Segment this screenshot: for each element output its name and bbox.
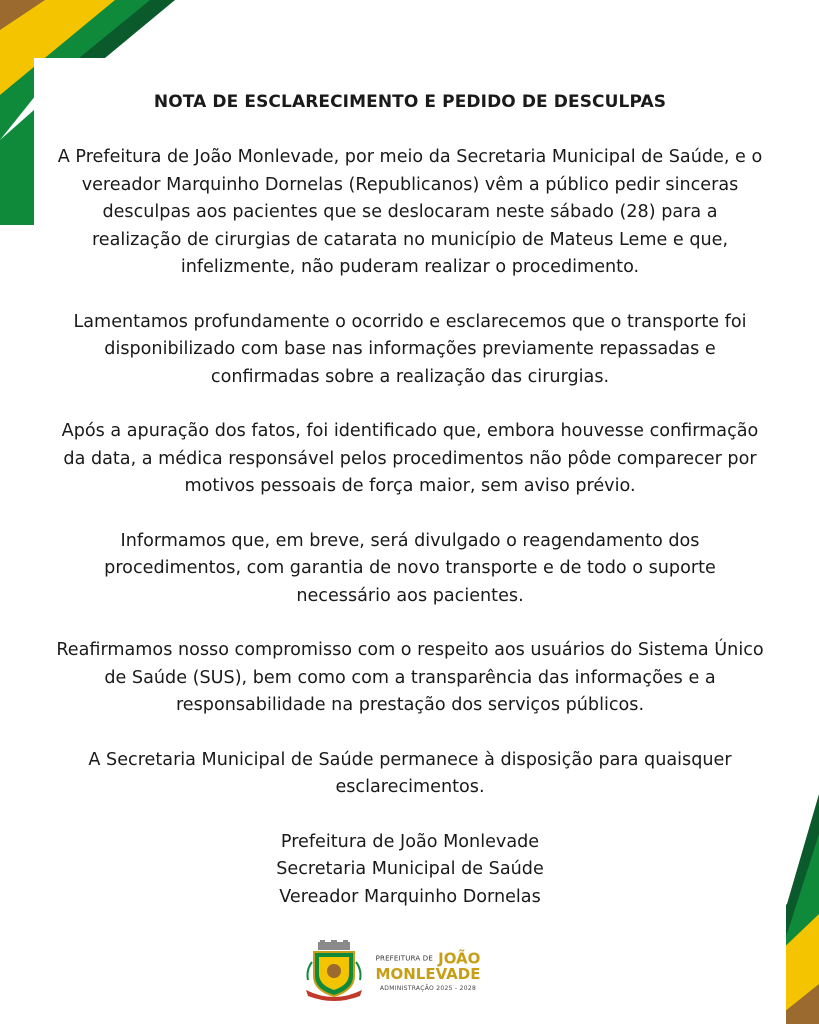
prefeitura-logo — [304, 940, 524, 1002]
signature-line-3: Vereador Marquinho Dornelas — [279, 886, 541, 907]
signature-block — [56, 829, 764, 912]
logo-wordmark — [368, 948, 488, 992]
municipal-crest-icon — [304, 940, 364, 1002]
paragraph-3: Após a apuração dos fatos, foi identificado que, embora houvesse confirmação da data, a médica responsável pelos procedimentos não pôde comparecer por motivos pessoais de força maior, sem aviso prévio. — [61, 421, 759, 496]
signature-line-1: Prefeitura de João Monlevade — [280, 831, 540, 852]
logo-admin-term: ADMINISTRAÇÃO 2025 - 2028 — [379, 984, 477, 992]
paragraph-1: A Prefeitura de João Monlevade, por meio da Secretaria Municipal de Saúde, e o vereador Marquinho Dornelas (Republicanos) vêm a público pedir sinceras desculpas aos pacientes que se deslocaram neste sábado (28) para a realização de cirurgias de catarata no município de Mateus Leme e que, infelizmente, não puderam realizar o procedimento. — [57, 147, 763, 277]
paragraph-5: Reafirmamos nosso compromisso com o respeito aos usuários do Sistema Único de Saúde (SUS), bem como com a transparência das informações e a responsabilidade na prestação dos serviços públicos. — [56, 640, 764, 715]
logo-city-first: JOÃO — [438, 949, 481, 968]
signature-line-2: Secretaria Municipal de Saúde — [276, 859, 544, 879]
note-body — [56, 144, 764, 911]
note-title: NOTA DE ESCLARECIMENTO E PEDIDO DE DESCULPAS — [153, 92, 667, 112]
logo-prefix: PREFEITURA DE — [375, 954, 434, 963]
paragraph-2: Lamentamos profundamente o ocorrido e esclarecemos que o transporte foi disponibilizado com base nas informações previamente repassadas e confirmadas sobre a realização das cirurgias. — [73, 311, 747, 387]
logo-city-second: MONLEVADE — [375, 964, 481, 983]
paragraph-6: A Secretaria Municipal de Saúde permanece à disposição para quaisquer esclarecimentos. — [88, 749, 732, 797]
paragraph-4: Informamos que, em breve, será divulgado o reagendamento dos procedimentos, com garantia de novo transporte e de todo o suporte necessário aos pacientes. — [104, 530, 716, 606]
note-card — [34, 58, 786, 1024]
